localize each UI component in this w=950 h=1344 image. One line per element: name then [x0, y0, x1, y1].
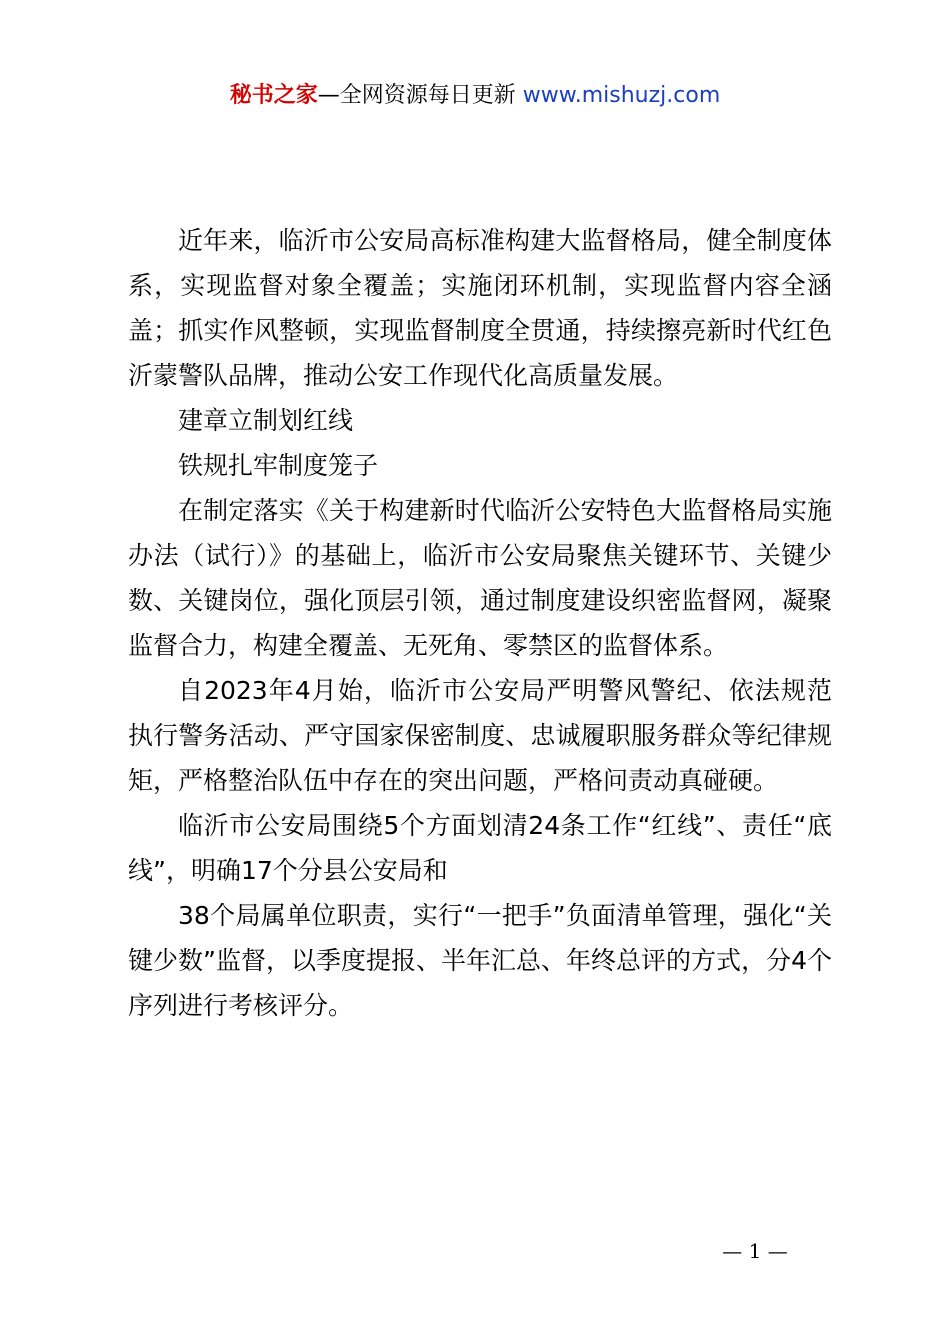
- body-paragraph: 自2023年4月始，临沂市公安局严明警风警纪、依法规范执行警务活动、严守国家保密制度、忠诚履职服务群众等纪律规矩，严格整治队伍中存在的突出问题，严格问责动真碰硬。: [128, 676, 832, 795]
- site-header: [0, 80, 950, 112]
- body-paragraph: 临沂市公安局围绕5个方面划清24条工作“红线”、责任“底线”，明确17个分县公安局和: [128, 811, 832, 885]
- page-number: — 1 —: [722, 1239, 788, 1263]
- section-heading: 建章立制划红线: [178, 406, 354, 435]
- site-url-link[interactable]: www.mishuzj.com: [522, 83, 721, 108]
- intro-paragraph: 近年来，临沂市公安局高标准构建大监督格局，健全制度体系，实现监督对象全覆盖；实施闭环机制，实现监督内容全涵盖；抓实作风整顿，实现监督制度全贯通，持续擦亮新时代红色沂蒙警队品牌，推动公安工作现代化高质量发展。: [128, 226, 832, 390]
- brand-name: 秘书之家: [229, 83, 318, 108]
- header-tagline: —全网资源每日更新: [317, 83, 516, 108]
- body-paragraph: 在制定落实《关于构建新时代临沂公安特色大监督格局实施办法（试行）》的基础上，临沂市公安局聚焦关键环节、关键少数、关键岗位，强化顶层引领，通过制度建设织密监督网，凝聚监督合力，构建全覆盖、无死角、零禁区的监督体系。: [128, 496, 832, 660]
- body-paragraph: 38个局属单位职责，实行“一把手”负面清单管理，强化“关键少数”监督，以季度提报、半年汇总、年终总评的方式，分4个序列进行考核评分。: [128, 901, 832, 1020]
- section-subheading: 铁规扎牢制度笼子: [178, 451, 379, 480]
- document-body: [128, 218, 832, 1028]
